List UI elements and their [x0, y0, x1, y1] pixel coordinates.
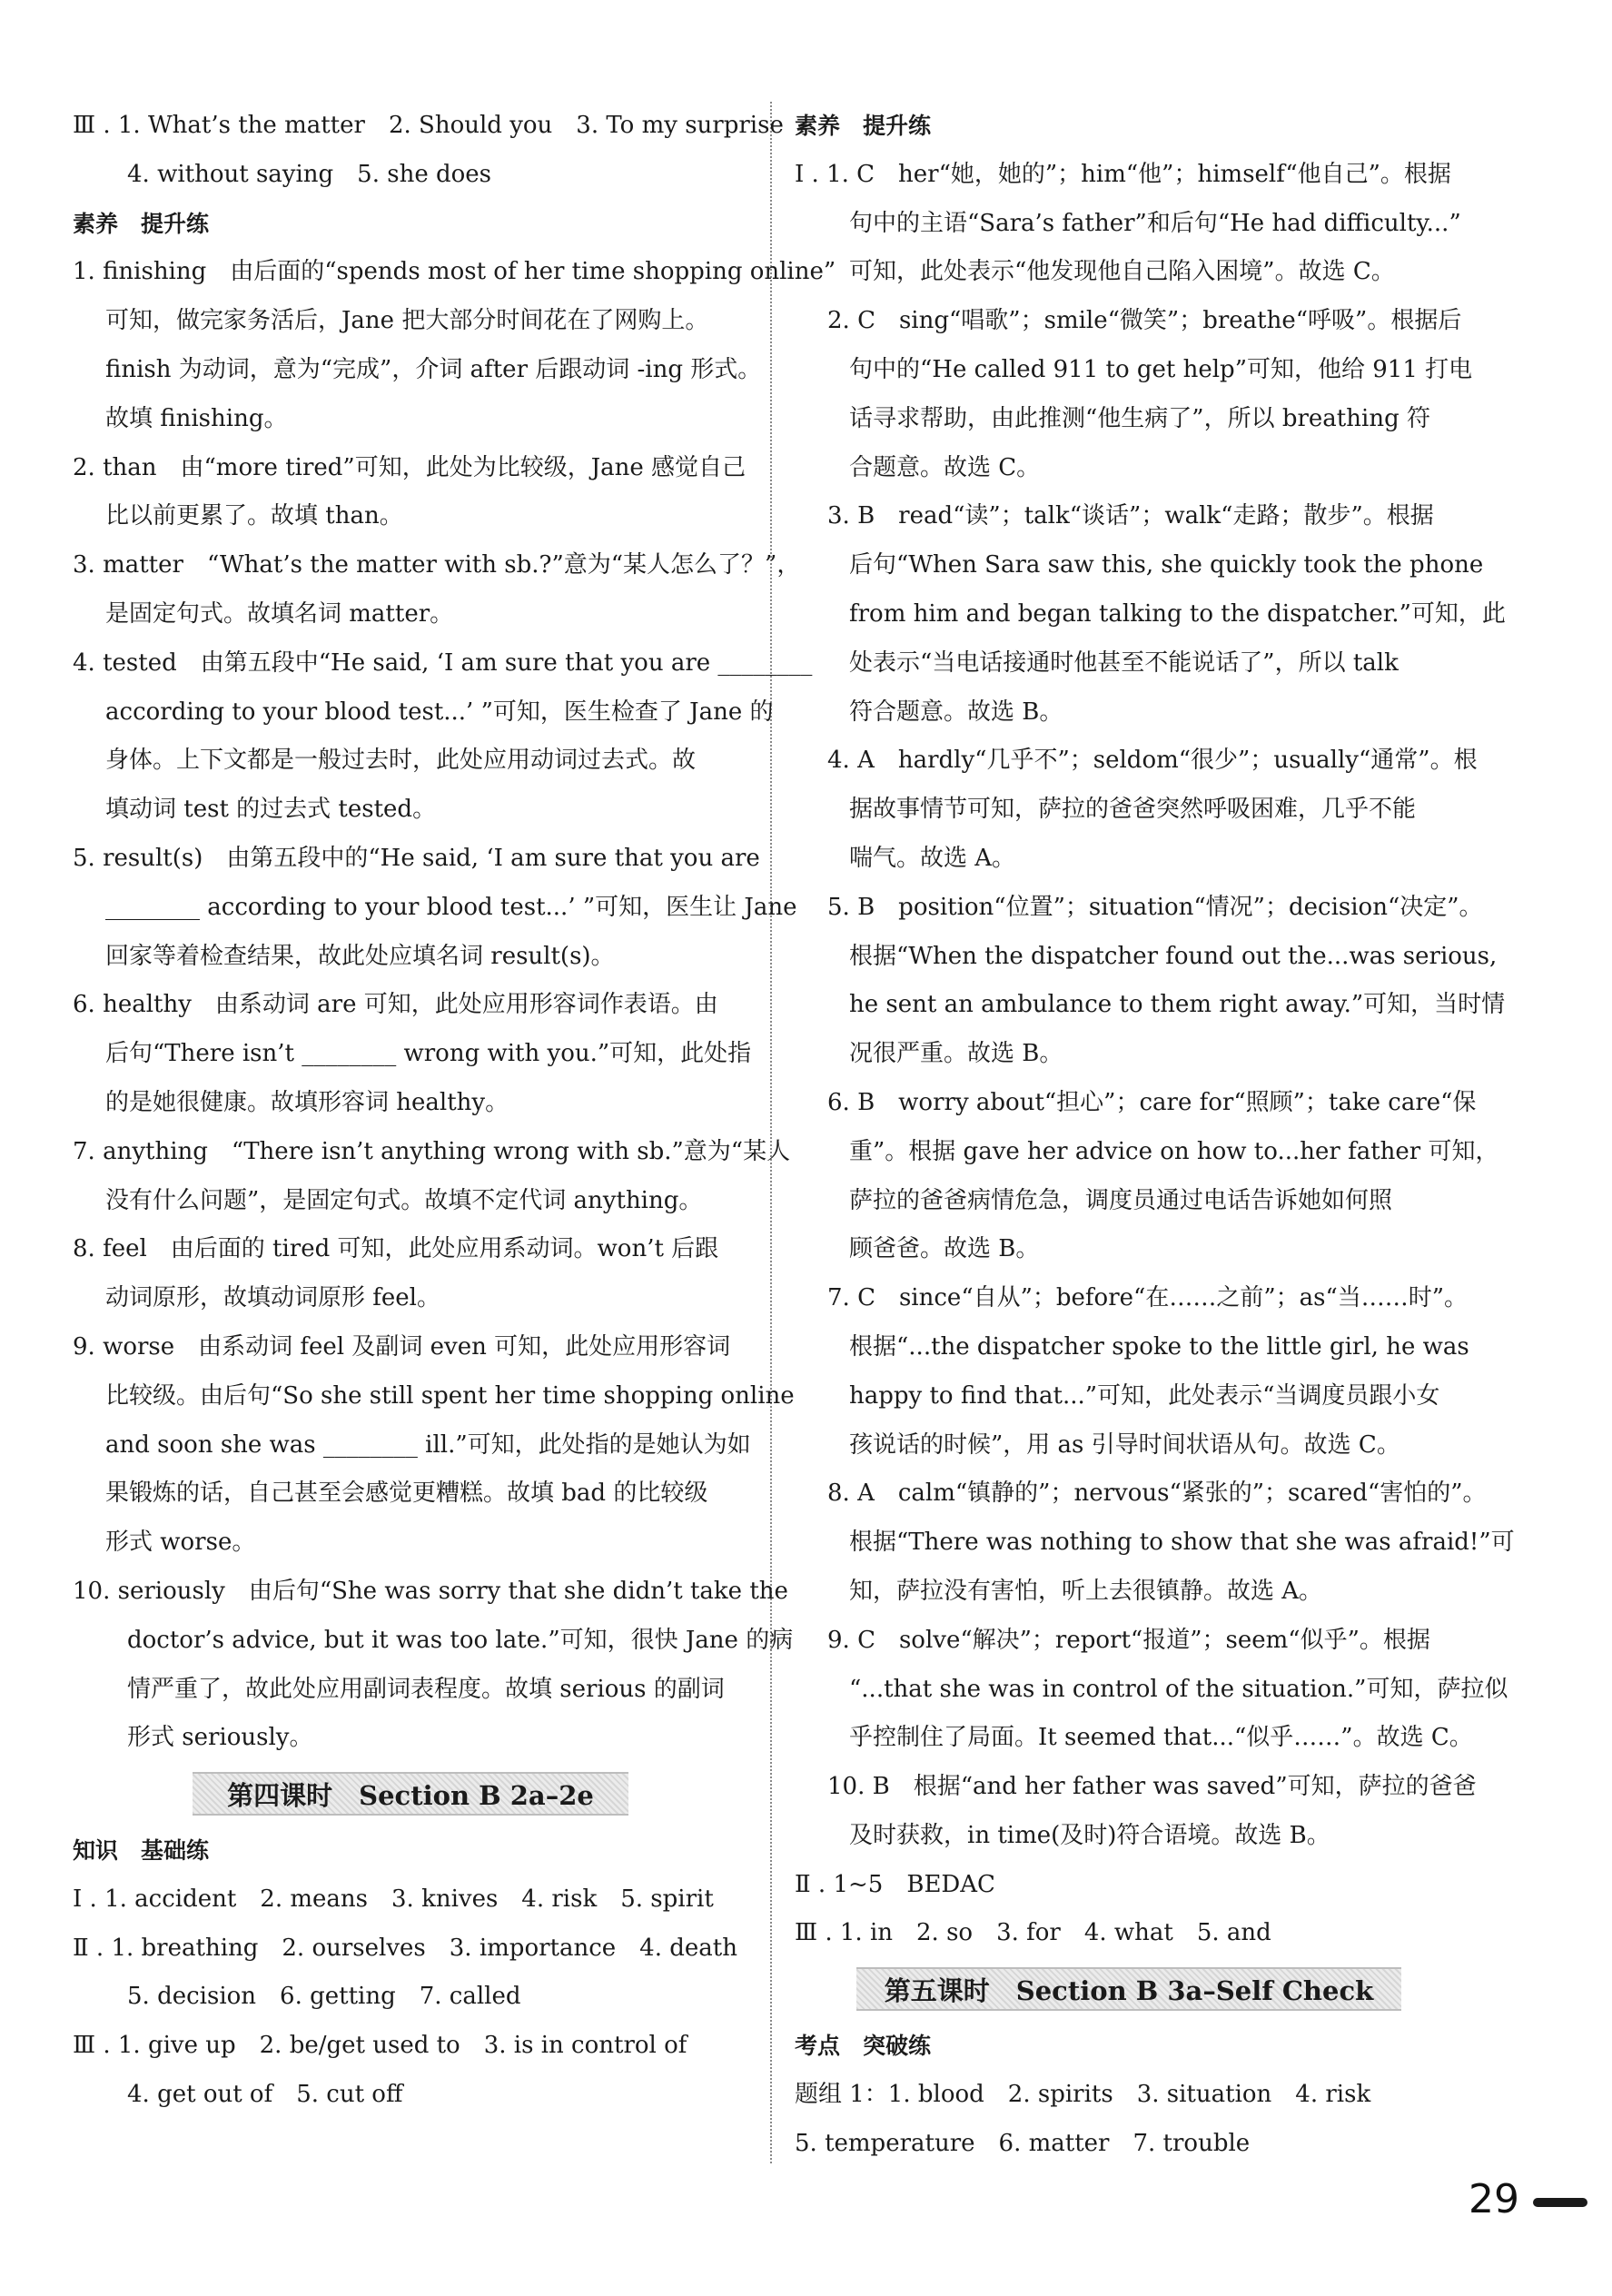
item-line: 是固定句式。故填名词 matter。 — [105, 599, 454, 628]
item-line: 3. matter “What’s the matter with sb.?”意为“某人怎么了？”， — [73, 551, 801, 579]
right-item-6 — [795, 1079, 1499, 1274]
item-line: 的是她很健康。故填形容词 healthy。 — [105, 1088, 509, 1116]
page-number-bar — [1533, 2198, 1587, 2207]
zhishi-line: Ⅰ . 1. accident 2. means 3. knives 4. risk 5. spirit — [73, 1885, 714, 1913]
item-line: 7. C since“自从”；before“在……之前”；as“当……时”。 — [827, 1284, 1469, 1312]
item-line: 2. C sing“唱歌”；smile“微笑”；breathe“呼吸”。根据后 — [827, 307, 1462, 335]
item-line: 萨拉的爸爸病情危急，调度员通过电话告诉她如何照 — [849, 1186, 1393, 1214]
item-line: 1. finishing 由后面的“spends most of her time shopping online” — [73, 258, 836, 286]
left-item-6 — [73, 981, 754, 1127]
left-zhishi-heading: 知识 基础练 — [73, 1837, 210, 1865]
item-line: 故填 finishing。 — [105, 404, 288, 432]
left-column — [73, 102, 836, 2120]
item-line: 情严重了，故此处应用副词表程度。故填 serious 的副词 — [127, 1675, 725, 1703]
item-line: from him and began talking to the dispatcher.”可知，此 — [849, 599, 1506, 628]
left-suyang-heading: 素养 提升练 — [73, 210, 210, 237]
page-number: 29 — [1469, 2176, 1519, 2222]
zhishi-line: 4. get out of 5. cut off — [127, 2081, 403, 2109]
right-item-1 — [795, 151, 1478, 297]
left-item-10 — [73, 1568, 794, 1763]
item-line: 处表示“当电话接通时他甚至不能说话了”，所以 talk — [849, 648, 1399, 677]
right-part3-line: Ⅲ . 1. in 2. so 3. for 4. what 5. and — [795, 1919, 1271, 1947]
left-item-9 — [73, 1323, 795, 1568]
item-line: 孩说话的时候”，用 as 引导时间状语从句。故选 C。 — [849, 1430, 1400, 1459]
item-line: 10. seriously 由后句“She was sorry that she didn’t take the — [73, 1577, 788, 1605]
left-part3-line2: 4. without saying 5. she does — [127, 160, 492, 188]
item-line: 9. worse 由系动词 feel 及副词 even 可知，此处应用形容词 — [73, 1332, 731, 1361]
zhishi-line: Ⅱ . 1. breathing 2. ourselves 3. importance 4. death — [73, 1934, 737, 1962]
item-line: Ⅰ . 1. C her“她，她的”；him“他”；himself“他自己”。根据 — [795, 160, 1451, 188]
item-line: 重”。根据 gave her advice on how to...her father 可知， — [849, 1137, 1499, 1165]
item-line: 2. than 由“more tired”可知，此处为比较级，Jane 感觉自己 — [73, 453, 747, 481]
left-item-7 — [73, 1128, 791, 1226]
item-line: 比以前更累了。故填 than。 — [105, 502, 403, 530]
item-line: 句中的“He called 911 to get help”可知，他给 911 打电 — [849, 355, 1473, 383]
item-line: 动词原形，故填动词原形 feel。 — [105, 1284, 440, 1312]
right-item-8 — [795, 1470, 1515, 1616]
left-item-8 — [73, 1225, 754, 1323]
item-line: doctor’s advice, but it was too late.”可知，很快 Jane 的病 — [127, 1626, 794, 1654]
column-divider — [770, 102, 772, 2163]
item-line: 9. C solve“解决”；report“报道”；seem“似乎”。根据 — [827, 1626, 1430, 1654]
right-item-5 — [795, 884, 1506, 1079]
item-line: 5. B position“位置”；situation“情况”；decision“决定”。 — [827, 893, 1483, 921]
right-kaodian-heading: 考点 突破练 — [795, 2033, 932, 2060]
item-line: according to your blood test...’ ”可知，医生检查了 Jane 的 — [105, 698, 774, 726]
item-line: and soon she was ________ ill.”可知，此处指的是她认为如 — [105, 1430, 751, 1459]
left-item-2 — [73, 444, 754, 542]
right-item-3 — [795, 492, 1506, 737]
item-line: 话寻求帮助，由此推测“他生病了”，所以 breathing 符 — [849, 404, 1430, 432]
item-line: 乎控制住了局面。It seemed that...“似乎……”。故选 C。 — [849, 1724, 1473, 1752]
item-line: 喘气。故选 A。 — [849, 844, 1016, 872]
item-line: 6. healthy 由系动词 are 可知，此处应用形容词作表语。由 — [73, 991, 718, 1019]
item-line: 知，萨拉没有害怕，听上去很镇静。故选 A。 — [849, 1577, 1323, 1605]
item-line: 回家等着检查结果，故此处应填名词 result(s)。 — [105, 942, 615, 970]
item-line: 3. B read“读”；talk“谈话”；walk“走路；散步”。根据 — [827, 502, 1434, 530]
item-line: 合题意。故选 C。 — [849, 453, 1041, 481]
item-line: 及时获救，in time(及时)符合语境。故选 B。 — [849, 1821, 1330, 1849]
item-line: 况很严重。故选 B。 — [849, 1040, 1063, 1068]
item-line: 句中的主语“Sara’s father”和后句“He had difficulty...” — [849, 209, 1461, 237]
item-line: 没有什么问题”，是固定句式。故填不定代词 anything。 — [105, 1186, 703, 1214]
right-item-10 — [795, 1763, 1478, 1861]
left-item-3 — [73, 541, 801, 639]
kaodian-line: 5. temperature 6. matter 7. trouble — [795, 2129, 1251, 2157]
item-line: 形式 seriously。 — [127, 1724, 313, 1752]
right-item-2 — [795, 297, 1478, 492]
left-part3-line1: Ⅲ . 1. What’s the matter 2. Should you 3. To my surprise — [73, 112, 784, 139]
lesson4-banner: 第四课时 Section B 2a–2e — [193, 1772, 628, 1816]
item-line: he sent an ambulance to them right away.”可知，当时情 — [849, 991, 1506, 1019]
item-line: 填动词 test 的过去式 tested。 — [105, 796, 437, 824]
item-line: 6. B worry about“担心”；care for“照顾”；take care“保 — [827, 1088, 1477, 1116]
item-line: 后句“When Sara saw this, she quickly took the phone — [849, 551, 1484, 579]
item-line: 后句“There isn’t ________ wrong with you.”可知，此处指 — [105, 1040, 752, 1068]
item-line: 根据“There was nothing to show that she was afraid!”可 — [849, 1529, 1515, 1557]
item-line: 比较级。由后句“So she still spent her time shopping online — [105, 1381, 795, 1410]
right-suyang-heading: 素养 提升练 — [795, 113, 932, 139]
item-line: 4. A hardly“几乎不”；seldom“很少”；usually“通常”。根 — [827, 747, 1478, 775]
left-item-5 — [73, 835, 797, 981]
item-line: 5. result(s) 由第五段中的“He said, ‘I am sure that you are — [73, 844, 760, 872]
item-line: 7. anything “There isn’t anything wrong with sb.”意为“某人 — [73, 1137, 791, 1165]
left-item-4 — [73, 639, 813, 835]
item-line: happy to find that...”可知，此处表示“当调度员跟小女 — [849, 1381, 1440, 1410]
item-line: “...that she was in control of the situation.”可知，萨拉似 — [849, 1675, 1508, 1703]
item-line: 根据“When the dispatcher found out the...was serious, — [849, 942, 1498, 970]
item-line: 可知，此处表示“他发现他自己陷入困境”。故选 C。 — [849, 258, 1395, 286]
item-line: 8. A calm“镇静的”；nervous“紧张的”；scared“害怕的”。 — [827, 1480, 1487, 1508]
right-item-9 — [795, 1617, 1508, 1763]
item-line: 8. feel 由后面的 tired 可知，此处应用系动词。won’t 后跟 — [73, 1235, 719, 1263]
item-line: 身体。上下文都是一般过去时，此处应用动词过去式。故 — [105, 747, 697, 775]
item-line: 果锻炼的话，自己甚至会感觉更糟糕。故填 bad 的比较级 — [105, 1480, 708, 1508]
item-line: ________ according to your blood test...’ ”可知，医生让 Jane — [105, 893, 797, 921]
item-line: 4. tested 由第五段中“He said, ‘I am sure that you are ________ — [73, 648, 813, 677]
item-line: finish 为动词，意为“完成”，介词 after 后跟动词 -ing 形式。 — [105, 355, 762, 383]
zhishi-line: Ⅲ . 1. give up 2. be/get used to 3. is in control of — [73, 2032, 687, 2060]
right-item-4 — [795, 737, 1478, 883]
right-item-7 — [795, 1274, 1478, 1470]
lesson5-banner: 第五课时 Section B 3a–Self Check — [856, 1967, 1401, 2011]
left-item-1 — [73, 248, 836, 443]
item-line: 可知，做完家务活后，Jane 把大部分时间花在了网购上。 — [105, 307, 709, 335]
item-line: 顾爸爸。故选 B。 — [849, 1235, 1040, 1263]
kaodian-line: 题组 1：1. blood 2. spirits 3. situation 4. risk — [795, 2081, 1371, 2109]
item-line: 根据“...the dispatcher spoke to the little girl, he was — [849, 1332, 1469, 1361]
item-line: 据故事情节可知，萨拉的爸爸突然呼吸困难，几乎不能 — [849, 796, 1417, 824]
right-column — [795, 102, 1515, 2169]
item-line: 符合题意。故选 B。 — [849, 698, 1063, 726]
item-line: 10. B 根据“and her father was saved”可知，萨拉的爸爸 — [827, 1773, 1477, 1801]
item-line: 形式 worse。 — [105, 1529, 256, 1557]
right-part2-line: Ⅱ . 1~5 BEDAC — [795, 1870, 995, 1898]
zhishi-line: 5. decision 6. getting 7. called — [127, 1983, 521, 2011]
